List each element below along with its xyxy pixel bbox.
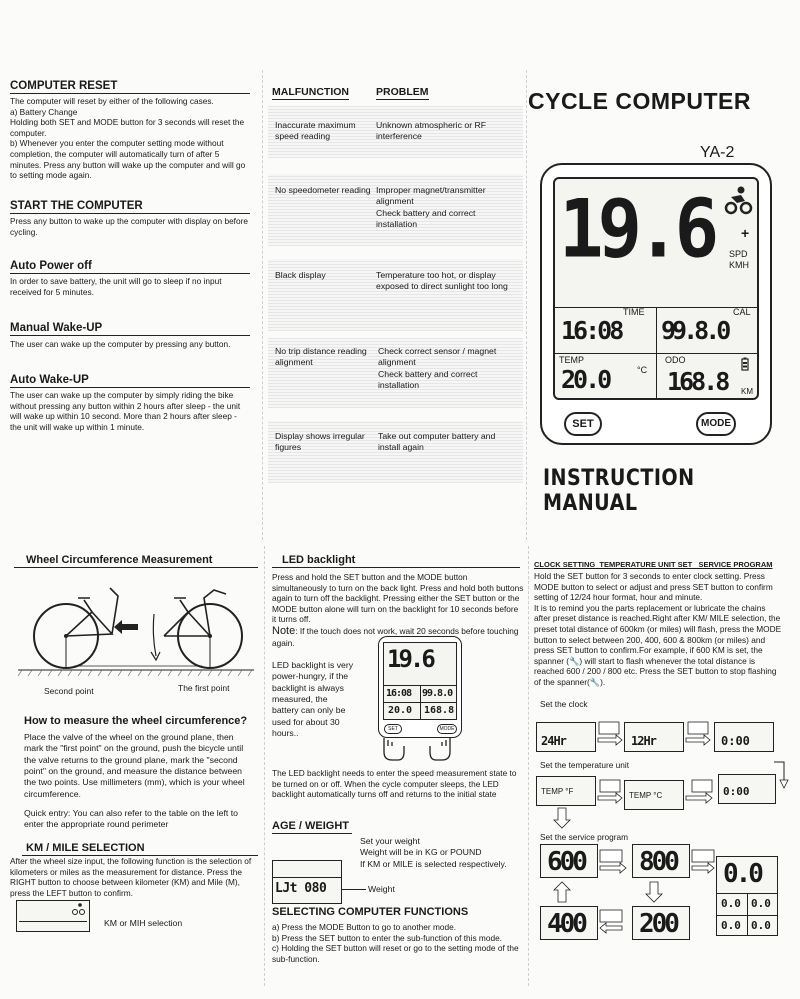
auto-wake-title: Auto Wake-UP	[10, 374, 250, 388]
problem-cell: Temperature too hot, or display exposed to direct sunlight too long	[376, 270, 508, 292]
weight-value: LJt 080	[275, 881, 327, 896]
set-temp-label: Set the temperature unit	[540, 760, 630, 770]
cal-display: 99.8.0	[661, 316, 728, 345]
note-label: Note	[272, 625, 296, 637]
odo-display: 168.8	[667, 367, 728, 396]
service-arrows	[536, 840, 776, 950]
temp-display: 20.0	[561, 365, 610, 394]
age-weight-text: Set your weight Weight will be in KG or POUND If KM or MILE is selected respectively.	[360, 836, 507, 869]
auto-wake-text: The user can wake up the computer by simply riding the bike without pressing any button within 2 hours after sleep - the unit will wake up within 10 second. More than 2 hours after sleep - the unit will wake up within 1 minute.	[10, 390, 241, 432]
km-mile-caption: KM or MIH selection	[104, 918, 183, 928]
led-backlight-text: Press and hold the SET button and the MODE button simultaneously to turn on the back light. Press and hold both buttons again to turn off the backlight. Pressing either the SET button or the MODE button alone will turn on the backlight for 10 seconds before it turns off.	[272, 572, 524, 625]
cyclist-icon	[723, 185, 753, 215]
computer-reset-title: COMPUTER RESET	[10, 80, 250, 94]
malfunction-cell: No speedometer reading	[275, 185, 371, 195]
mode-button[interactable]: MODE	[696, 412, 736, 436]
clock-arrows	[536, 716, 776, 756]
weight-display	[272, 860, 342, 904]
set-clock-label: Set the clock	[540, 699, 588, 709]
cover-title: CYCLE COMPUTER	[528, 88, 751, 114]
fold-line-2	[526, 70, 527, 540]
bicycle-diagram	[14, 574, 260, 684]
first-point-label: The first point	[178, 683, 230, 693]
mini-time-display: 16:08	[386, 688, 412, 699]
lcd-line	[19, 921, 87, 922]
final-sub-2: 0.0	[751, 897, 771, 910]
service-display-200: 200	[639, 909, 677, 939]
service-display-800: 800	[639, 847, 677, 877]
start-computer-title: START THE COMPUTER	[10, 200, 250, 214]
malfunction-cell: No trip distance reading alignment	[275, 346, 367, 368]
auto-power-section	[10, 260, 250, 297]
clock-text: Hold the SET button for 3 seconds to enter clock setting. Press MODE button to select or adjust and press SET button to confirm setting of 12/24 hour format, hour and minute. It is to remind you the parts replacement or lubricate the chains after preset distance is reached.Right after KM/ MILE selection, the preset total distance of 600km (or miles) will flash, press the MODE button to select between 200, 400, 600 & 800km (or miles) and press SET button to confirm.For example, if 600 KM is set, the spanner (🔧) will start to flash whenever the total distance is reached 600 / 200 / 800 etc. Press the SET button to stop flashing of the spanner(🔧).	[534, 571, 782, 688]
set-button[interactable]: SET	[564, 412, 602, 436]
set-service-label: Set the service program	[540, 832, 629, 842]
model-name: YA-2	[700, 144, 735, 161]
mini-screen	[383, 642, 457, 720]
malfunction-col-header: MALFUNCTION	[272, 86, 349, 98]
battery-icon	[741, 357, 749, 371]
weight-divider	[273, 877, 341, 878]
malfunction-cell: Display shows irregular figures	[275, 431, 365, 453]
temp-display-f: TEMP °F	[541, 787, 574, 796]
service-display-400: 400	[547, 909, 585, 939]
odo-label: ODO	[665, 355, 686, 365]
plus-indicator: +	[741, 225, 750, 241]
cal-label: CAL	[733, 307, 751, 317]
fold-line-3	[264, 546, 265, 986]
mini-set-button[interactable]: SET	[384, 724, 402, 734]
problem-cell: Unknown atmospheric or RF interference	[376, 120, 487, 142]
km-label: KM	[741, 387, 753, 396]
mini-mode-button[interactable]: MODE	[437, 724, 457, 734]
quick-entry-text: Quick entry: You can also refer to the table on the left to enter the appropriate round perimeter	[24, 808, 238, 830]
mini-device	[378, 636, 462, 738]
spd-label: SPD	[729, 249, 748, 259]
mini-odo-display: 168.8	[424, 705, 455, 716]
cycle-computer-device	[540, 163, 772, 445]
start-computer-text: Press any button to wake up the computer with display on before cycling.	[10, 216, 248, 237]
led-side-text: LED backlight is very power-hungry, if the backlight is always measured, the battery can only be used for about 30 hours..	[272, 660, 354, 738]
screen-divider-h2	[555, 353, 757, 354]
manual-wake-text: The user can wake up the computer by pressing any button.	[10, 339, 231, 349]
auto-power-title: Auto Power off	[10, 260, 250, 274]
clock-display-12: 12Hr	[631, 734, 656, 748]
how-to-measure-title: How to measure the wheel circumference?	[24, 715, 248, 727]
temp-display-time: 0:00	[723, 785, 750, 798]
second-point-label: Second point	[44, 686, 94, 696]
time-label: TIME	[623, 307, 645, 317]
age-weight-title: AGE / WEIGHT	[272, 820, 352, 834]
clock-display-time: 0:00	[721, 734, 750, 748]
km-mile-text: After the wheel size input, the following function is the selection of kilometers or miles as the measurement for distance. Press the RIGHT button to choose between kilometer (KM) and Mile (M), press the LEFT button to confirm.	[10, 856, 252, 898]
fold-line-4	[528, 546, 529, 986]
led-backlight-title: LED backlight	[272, 554, 520, 568]
km-mile-display	[16, 900, 90, 932]
service-display-600: 600	[547, 847, 585, 877]
led-bottom-text: The LED backlight needs to enter the speed measurement state to be turned on or off. When the cycle computer sleeps, the LED backlight automatically turns off and returns to the initial state	[272, 768, 517, 800]
weight-arrow	[342, 889, 366, 890]
temp-arrows	[536, 772, 776, 832]
clock-title: CLOCK SETTING TEMPERATURE UNIT SET SERVICE PROGRAM	[534, 560, 773, 569]
manual-wake-section	[10, 322, 250, 350]
final-sub-3: 0.0	[721, 919, 741, 932]
clock-display-24: 24Hr	[541, 734, 566, 748]
time-display: 16:08	[561, 316, 622, 345]
how-to-measure-text: Place the valve of the wheel on the ground plane, then mark the "first point" on the ground, push the bicycle until the valve returns to the ground plane, mark the "second point" on the ground, and measure the distance between the two points. Use millimeters (mm), which is your wheel circumference.	[24, 732, 245, 799]
mini-speed-display: 19.6	[387, 645, 433, 673]
malfunction-header	[272, 86, 522, 100]
speed-display: 19.6	[559, 183, 714, 276]
cyclist-icon	[71, 903, 85, 915]
final-sub-4: 0.0	[751, 919, 771, 932]
problem-cell: Take out computer battery and install again	[378, 431, 496, 453]
device-screen	[553, 177, 759, 400]
auto-wake-section	[10, 374, 250, 432]
kmh-label: KMH	[729, 260, 749, 270]
temp-label: TEMP	[559, 355, 585, 365]
fold-line-1	[262, 70, 263, 540]
problem-cell: Check correct sensor / magnet alignment Check battery and correct installation	[378, 346, 497, 390]
malfunction-cell: Inaccurate maximum speed reading	[275, 120, 356, 142]
service-final-value: 0.0	[723, 859, 761, 889]
mini-cal-display: 99.8.0	[422, 688, 453, 699]
problem-col-header: PROBLEM	[376, 86, 429, 98]
temp-display-c: TEMP °C	[629, 791, 663, 800]
temp-unit: °C	[637, 365, 648, 375]
wheel-title: Wheel Circumference Measurement	[14, 554, 258, 568]
manual-wake-title: Manual Wake-UP	[10, 322, 250, 336]
final-sub-1: 0.0	[721, 897, 741, 910]
weight-label: Weight	[368, 884, 395, 894]
auto-power-text: In order to save battery, the unit will go to sleep if no input received for 5 minutes.	[10, 276, 222, 297]
selecting-functions-title: SELECTING COMPUTER FUNCTIONS	[272, 906, 469, 918]
mini-divider-v	[420, 685, 421, 719]
instruction-manual-title: INSTRUCTION MANUAL	[543, 466, 695, 516]
mini-temp-display: 20.0	[388, 705, 413, 716]
malfunction-cell: Black display	[275, 270, 326, 280]
computer-reset-text: The computer will reset by either of the following cases. a) Battery Change Holding both SET and MODE button for 3 seconds will reset the computer. b) Whenever you enter the computer setting mode without completion, the computer will automatically turn of after 5 minutes. Press any button will wake up the computer and will go to setting mode again.	[10, 96, 246, 181]
selecting-functions-text: a) Press the MODE Button to go to another mode. b) Press the SET button to enter the sub-function of this mode. c) Holding the SET button will reset or go to the setting mode of the sub-function.	[272, 922, 519, 964]
start-computer-section	[10, 200, 250, 237]
computer-reset-section	[10, 80, 250, 181]
km-mile-title: KM / MILE SELECTION	[22, 842, 258, 856]
finger-press-icon	[372, 736, 472, 762]
note-text: : If the touch does not work, wait 20 seconds before touching again.	[272, 626, 519, 649]
problem-cell: Improper magnet/transmitter alignment Check battery and correct installation	[376, 185, 486, 229]
